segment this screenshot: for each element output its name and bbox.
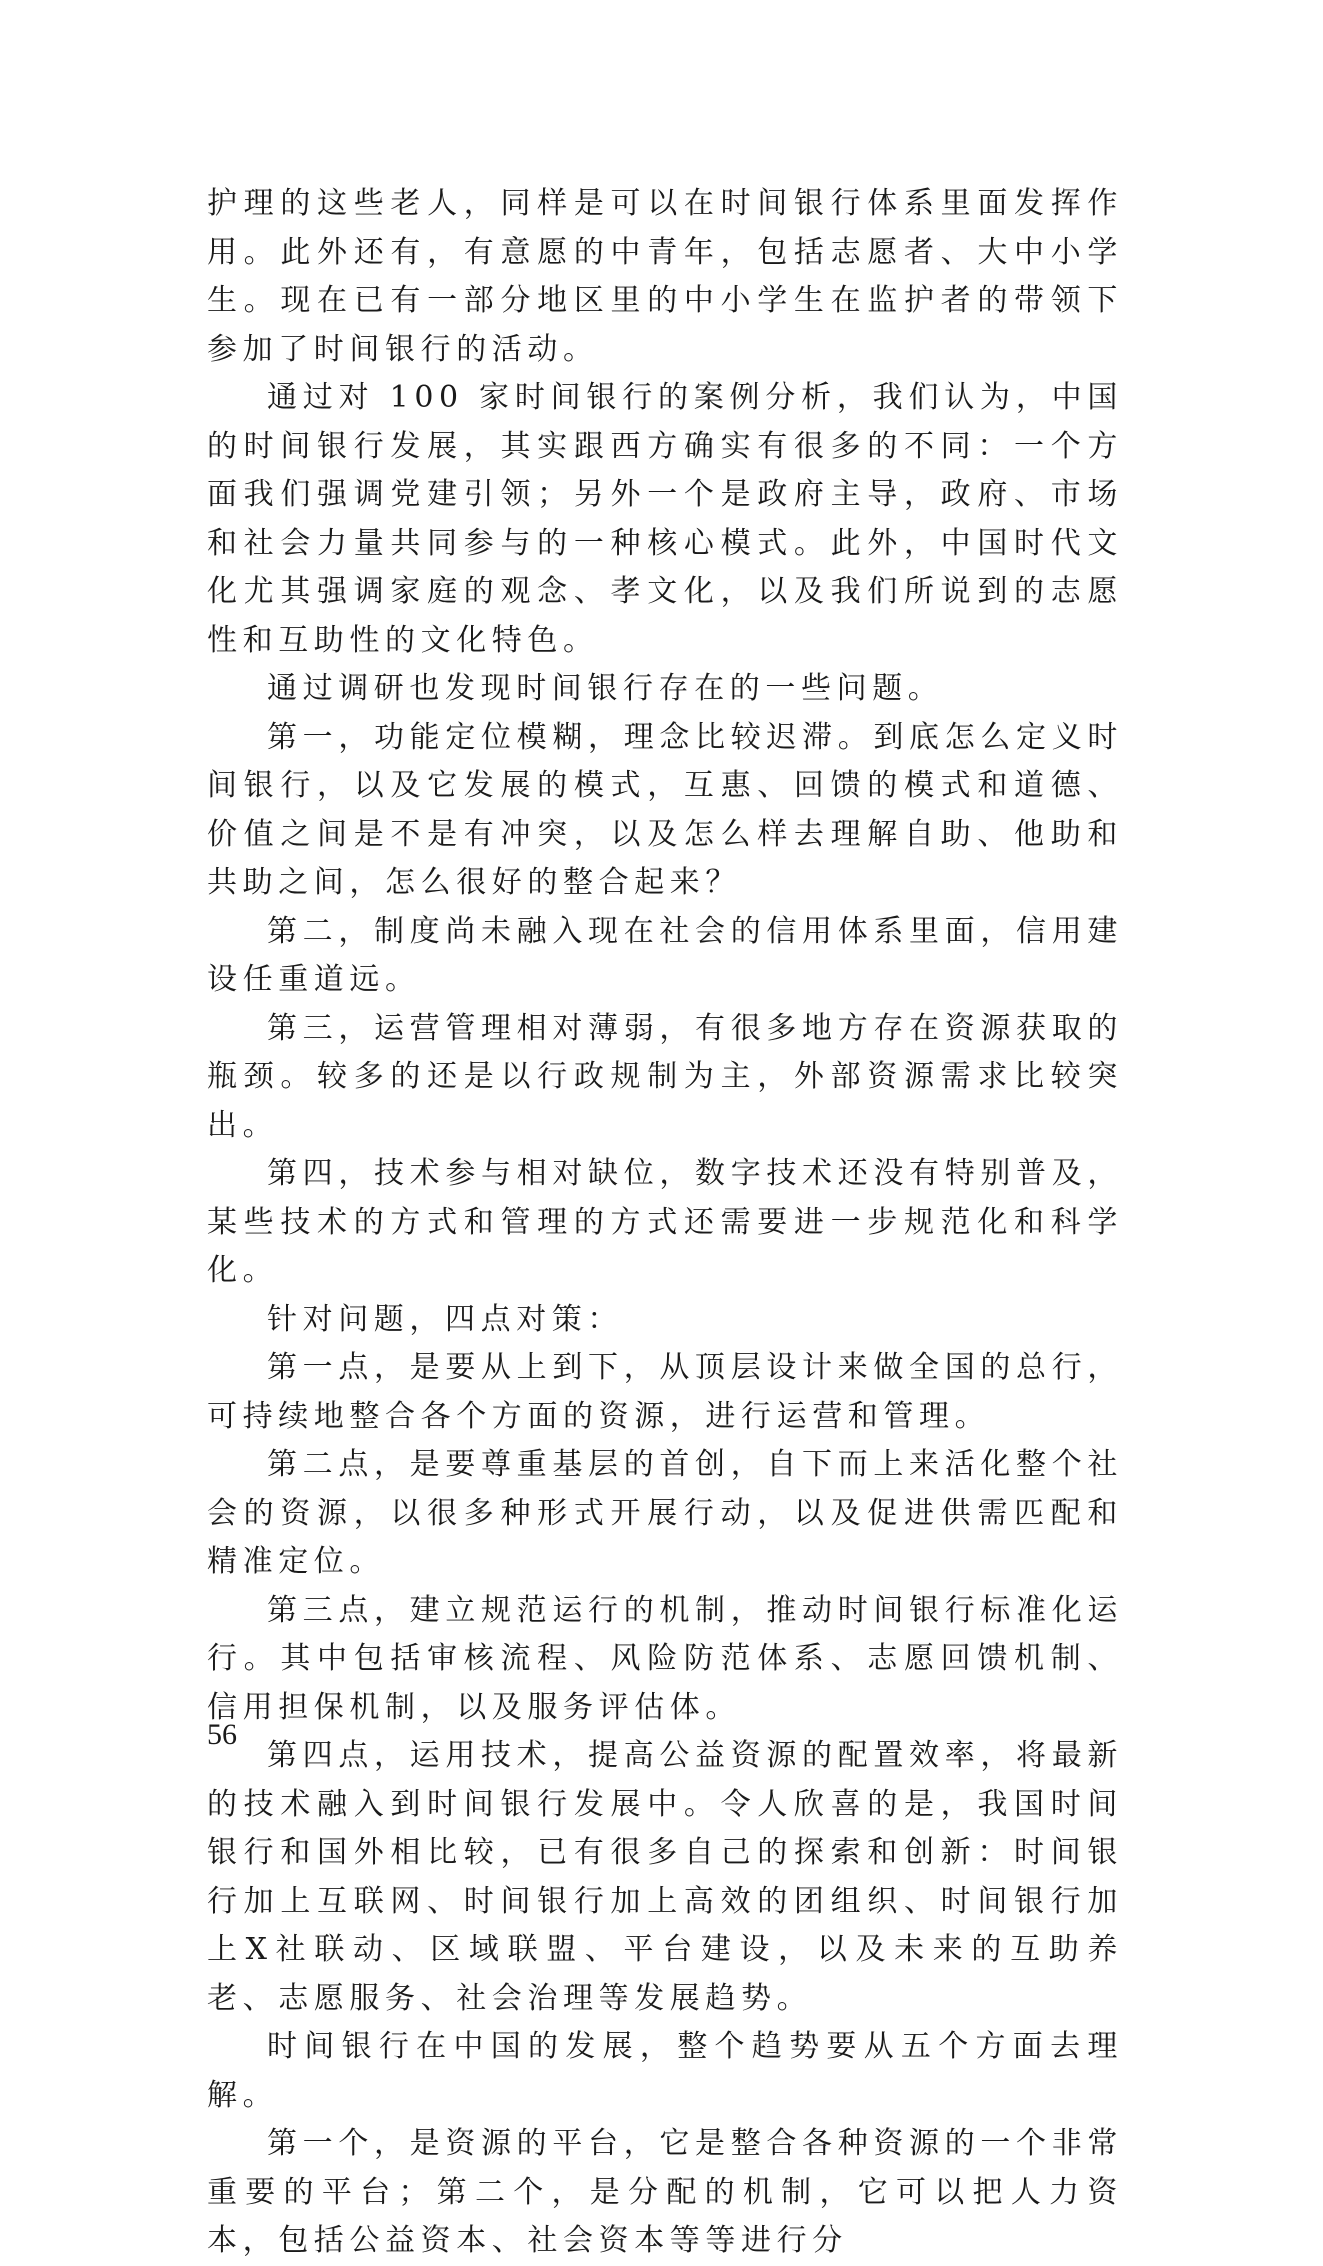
paragraph-problem-4: 第四，技术参与相对缺位，数字技术还没有特别普及，某些技术的方式和管理的方式还需要进一步规范化和科学化。 <box>207 1156 1123 1288</box>
page-body <box>207 180 1123 2266</box>
paragraph-countermeasure-4: 第四点，运用技术，提高公益资源的配置效率，将最新的技术融入到时间银行发展中。令人欣喜的是，我国时间银行和国外相比较，已有很多自己的探索和创新：时间银行加上互联网、时间银行加上高效的团组织、时间银行加上X社联动、区域联盟、平台建设，以及未来的互助养老、志愿服务、社会治理等发展趋势。 <box>207 1738 1123 2016</box>
paragraph-countermeasure-3: 第三点，建立规范运行的机制，推动时间银行标准化运行。其中包括审核流程、风险防范体系、志愿回馈机制、信用担保机制，以及服务评估体。 <box>207 1592 1123 1725</box>
paragraph-problem-3: 第三，运营管理相对薄弱，有很多地方存在资源获取的瓶颈。较多的还是以行政规制为主，外部资源需求比较突出。 <box>207 1010 1123 1143</box>
page-number: 56 <box>207 1718 237 1751</box>
paragraph-trends-intro: 时间银行在中国的发展，整个趋势要从五个方面去理解。 <box>207 2029 1123 2113</box>
paragraph-countermeasure-1: 第一点，是要从上到下，从顶层设计来做全国的总行，可持续地整合各个方面的资源，进行运营和管理。 <box>207 1350 1123 1434</box>
paragraph-countermeasures-intro: 针对问题，四点对策： <box>267 1301 623 1337</box>
paragraph-continuation: 护理的这些老人，同样是可以在时间银行体系里面发挥作用。此外还有，有意愿的中青年，包括志愿者、大中小学生。现在已有一部分地区里的中小学生在监护者的带领下参加了时间银行的活动。 <box>207 186 1123 367</box>
paragraph-problems-intro: 通过调研也发现时间银行存在的一些问题。 <box>267 671 944 706</box>
paragraph-problem-1: 第一，功能定位模糊，理念比较迟滞。到底怎么定义时间银行，以及它发展的模式，互惠、回馈的模式和道德、价值之间是不是有冲突，以及怎么样去理解自助、他助和共助之间，怎么很好的整合起来？ <box>207 719 1123 900</box>
paragraph-case-analysis: 通过对 100 家时间银行的案例分析，我们认为，中国的时间银行发展，其实跟西方确实有很多的不同：一个方面我们强调党建引领；另外一个是政府主导，政府、市场和社会力量共同参与的一种核心模式。此外，中国时代文化尤其强调家庭的观念、孝文化，以及我们所说到的志愿性和互助性的文化特色。 <box>207 380 1123 658</box>
paragraph-trend-1-2: 第一个，是资源的平台，它是整合各种资源的一个非常重要的平台；第二个，是分配的机制，它可以把人力资本，包括公益资本、社会资本等等进行分 <box>207 2126 1123 2258</box>
paragraph-problem-2: 第二，制度尚未融入现在社会的信用体系里面，信用建设任重道远。 <box>207 913 1123 997</box>
paragraph-countermeasure-2: 第二点，是要尊重基层的首创，自下而上来活化整个社会的资源，以很多种形式开展行动，以及促进供需匹配和精准定位。 <box>207 1447 1123 1579</box>
